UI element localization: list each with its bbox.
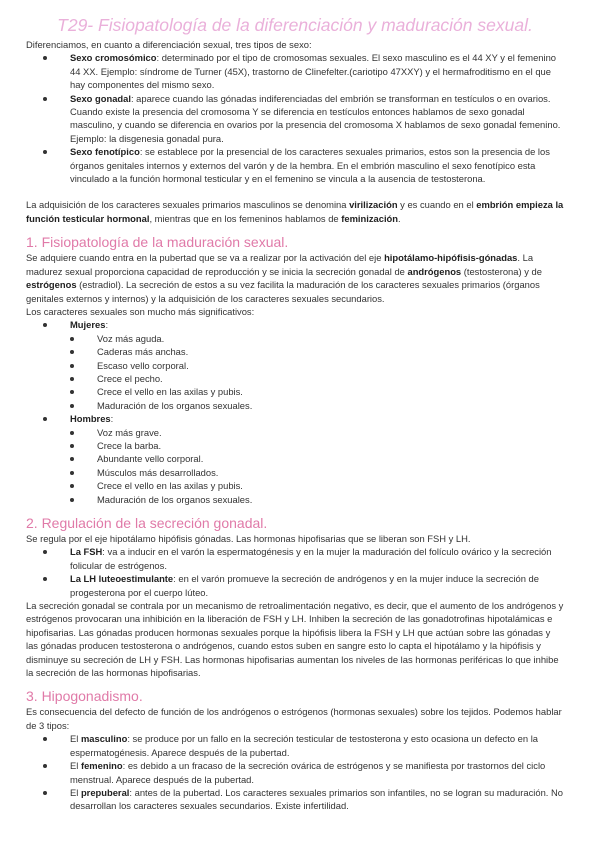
sub-list-item: Crece el pecho.: [26, 372, 564, 385]
text-run: Los caracteres sexuales son mucho más significativos:: [26, 305, 255, 317]
text-run: La adquisición de los caracteres sexuales primarios masculinos se denomina: [26, 199, 350, 211]
text-run: .: [398, 212, 401, 224]
bullet-list: [26, 51, 564, 185]
text-run: : va a inducir en el varón la espermatogénesis y en la mujer la maduración del folículo ovárico y la secreción folicular de estrógenos.: [70, 546, 552, 571]
text-run: (testosterona) y de: [461, 265, 542, 277]
sub-list-item: Crece el vello en las axilas y pubis.: [26, 385, 564, 398]
bold-text: Sexo cromosómico: [70, 52, 157, 64]
bold-text: Mujeres: [70, 319, 106, 331]
paragraph: [26, 705, 564, 732]
sub-list-item: Caderas más anchas.: [26, 345, 564, 358]
bold-text: Sexo gonadal: [70, 92, 131, 104]
text-run: y es cuando en el: [397, 199, 477, 211]
section-heading: 3. Hipogonadismo.: [26, 688, 143, 705]
sub-list-item: Crece el vello en las axilas y pubis.: [26, 479, 564, 492]
bold-text: virilización: [349, 199, 398, 211]
text-run: El: [70, 733, 81, 745]
sub-list-item: Maduración de los organos sexuales.: [26, 493, 564, 506]
bold-text: prepuberal: [80, 786, 130, 798]
bullet-list: [26, 732, 564, 812]
bold-text: feminización: [341, 212, 399, 224]
sub-list-item: Voz más grave.: [26, 426, 564, 439]
section-heading: 2. Regulación de la secreción gonadal.: [26, 515, 268, 531]
text-run: Es consecuencia del defecto de función de los andrógenos o estrógenos (hormonas sexuales) sobre los tejidos. Podemos hablar de 3 tipos:: [26, 706, 562, 731]
list-item: [26, 732, 564, 759]
text-run: : se establece por la presencial de los caracteres sexuales primarios, estos son la presencia de los órganos genitales internos y externos del varón y de la hembra. En el embrión masculino el sexo fenotípico esta vinculado a la función hormonal testicular y en el femenino se vincula a la ausencia de testosterona.: [70, 146, 550, 185]
bold-text: La LH luteoestimulante: [70, 573, 174, 585]
text-run: Diferenciamos, en cuanto a diferenciación sexual, tres tipos de sexo:: [26, 39, 312, 50]
text-run: : determinado por el tipo de cromosomas sexuales. El sexo masculino es el 44 XY y el femenino 44 XX. Ejemplo: síndrome de Turner (45X), trastorno de Clinefelter.(cariotipo 47XXY) y el hermafroditismo en el que hay componentes del mismo sexo.: [70, 52, 557, 91]
bold-text: La FSH: [70, 546, 103, 558]
bold-text: estrógenos: [26, 279, 77, 291]
section-heading: 1. Fisiopatología de la maduración sexual.: [26, 234, 289, 251]
bold-text: embrión empieza la función testicular hormonal: [26, 199, 564, 224]
sub-list-item: Escaso vello corporal.: [26, 359, 564, 372]
text-run: Se adquiere cuando entra en la pubertad que se va a realizar por la activación del eje: [26, 252, 385, 264]
sub-list-item: Voz más aguda.: [26, 332, 564, 345]
text-run: : en el varón promueve la secreción de andrógenos y en la mujer induce la secreción de progesterona por el cuerpo lúteo.: [70, 573, 539, 598]
paragraph: [26, 599, 564, 679]
text-run: :: [110, 413, 114, 425]
spacer: [26, 185, 564, 198]
list-item: [26, 572, 564, 599]
list-item: [26, 412, 564, 425]
list-item: [26, 318, 564, 331]
text-run: , mientras que en los femeninos hablamos de: [149, 212, 342, 224]
text-run: El: [70, 786, 81, 798]
text-run: (estradiol). La secreción de estos a su vez facilita la maduración de los caracteres sexuales primarios (órganos genitales externos y internos) y la adquisición de los caracteres sexuales secundarios.: [26, 279, 540, 304]
paragraph: [26, 251, 564, 305]
list-item: [26, 51, 564, 91]
list-item: [26, 759, 564, 786]
bullet-list: [26, 545, 564, 599]
paragraph: [26, 198, 564, 225]
text-run: : es debido a un fracaso de la secreción ovárica de estrógenos y se manifiesta por trastornos del ciclo menstrual. Aparece después de la pubertad.: [70, 760, 546, 785]
bullet-list: [26, 318, 564, 506]
text-run: El: [70, 760, 81, 772]
bold-text: hipotálamo-hipófisis-gónadas: [384, 252, 518, 264]
list-item: [26, 92, 564, 146]
bold-text: andrógenos: [407, 265, 462, 277]
text-run: . La madurez sexual proporciona capacidad de reproducción y se inicia la secreción gonadal de: [26, 252, 534, 277]
sub-list-item: Crece la barba.: [26, 439, 564, 452]
bold-text: masculino: [80, 733, 128, 745]
paragraph: [26, 305, 564, 318]
document-title: T29- Fisiopatología de la diferenciación y maduración sexual.: [57, 15, 533, 35]
bold-text: femenino: [80, 760, 123, 772]
bold-text: Hombres: [70, 413, 111, 425]
sub-list: [26, 426, 564, 506]
text-run: : antes de la pubertad. Los caracteres sexuales primarios son infantiles, no se logran su maduración. No desarrollan los caracteres sexuales secundarios. Existe infertilidad.: [70, 786, 563, 812]
text-run: : aparece cuando las gónadas indiferenciadas del embrión se transforman en testículos o en ovarios. Cuando existe la presencia del cromosoma Y se diferencia en testículos entonces hablamos de sexo gonadal masculino, y cuando se diferencia en ovarios por la presencia del cromosoma X hablamos de sexo gonadal femenino. Ejemplo: la disgenesia gonadal pura.: [70, 92, 561, 144]
bold-text: Sexo fenotípico: [70, 146, 140, 158]
paragraph: [26, 532, 564, 545]
list-item: [26, 786, 564, 813]
list-item: [26, 545, 564, 572]
document-body: [26, 38, 564, 813]
text-run: : se produce por un fallo en la secreción testicular de testosterona y esto ocasiona un defecto en la espermatogénesis. Aparece después de la pubertad.: [70, 733, 538, 758]
sub-list-item: Músculos más desarrollados.: [26, 466, 564, 479]
sub-list-item: Abundante vello corporal.: [26, 452, 564, 465]
paragraph: [26, 38, 564, 51]
list-item: [26, 145, 564, 185]
text-run: Se regula por el eje hipotálamo hipófisis gónadas. Las hormonas hipofisarias que se liberan son FSH y LH.: [26, 533, 471, 544]
sub-list: [26, 332, 564, 412]
sub-list-item: Maduración de los organos sexuales.: [26, 399, 564, 412]
text-run: :: [105, 319, 109, 331]
text-run: La secreción gonadal se contrala por un mecanismo de retroalimentación negativo, es decir, que el aumento de los andrógenos y estrógenos provocaran una inhibición en la liberación de FSH y LH. Inhiben la secreción de las gonadotrofinas hipotalámicas e hipofisarias. Las gónadas producen hormonas sexuales porque la hipófisis libera la FSH y LH que actúan sobre las gónadas y las gónadas producen testosterona o andrógenos, cuando estos suben en sangre esto lo capta el hipotálamo y la hipófisis y disminuye su secreción de LH y FSH. Las hormonas hipofisarias aumentan los niveles de las hormonas periféricas lo que inhibe la secreción de las hormonas hipofisarias.: [26, 600, 564, 679]
